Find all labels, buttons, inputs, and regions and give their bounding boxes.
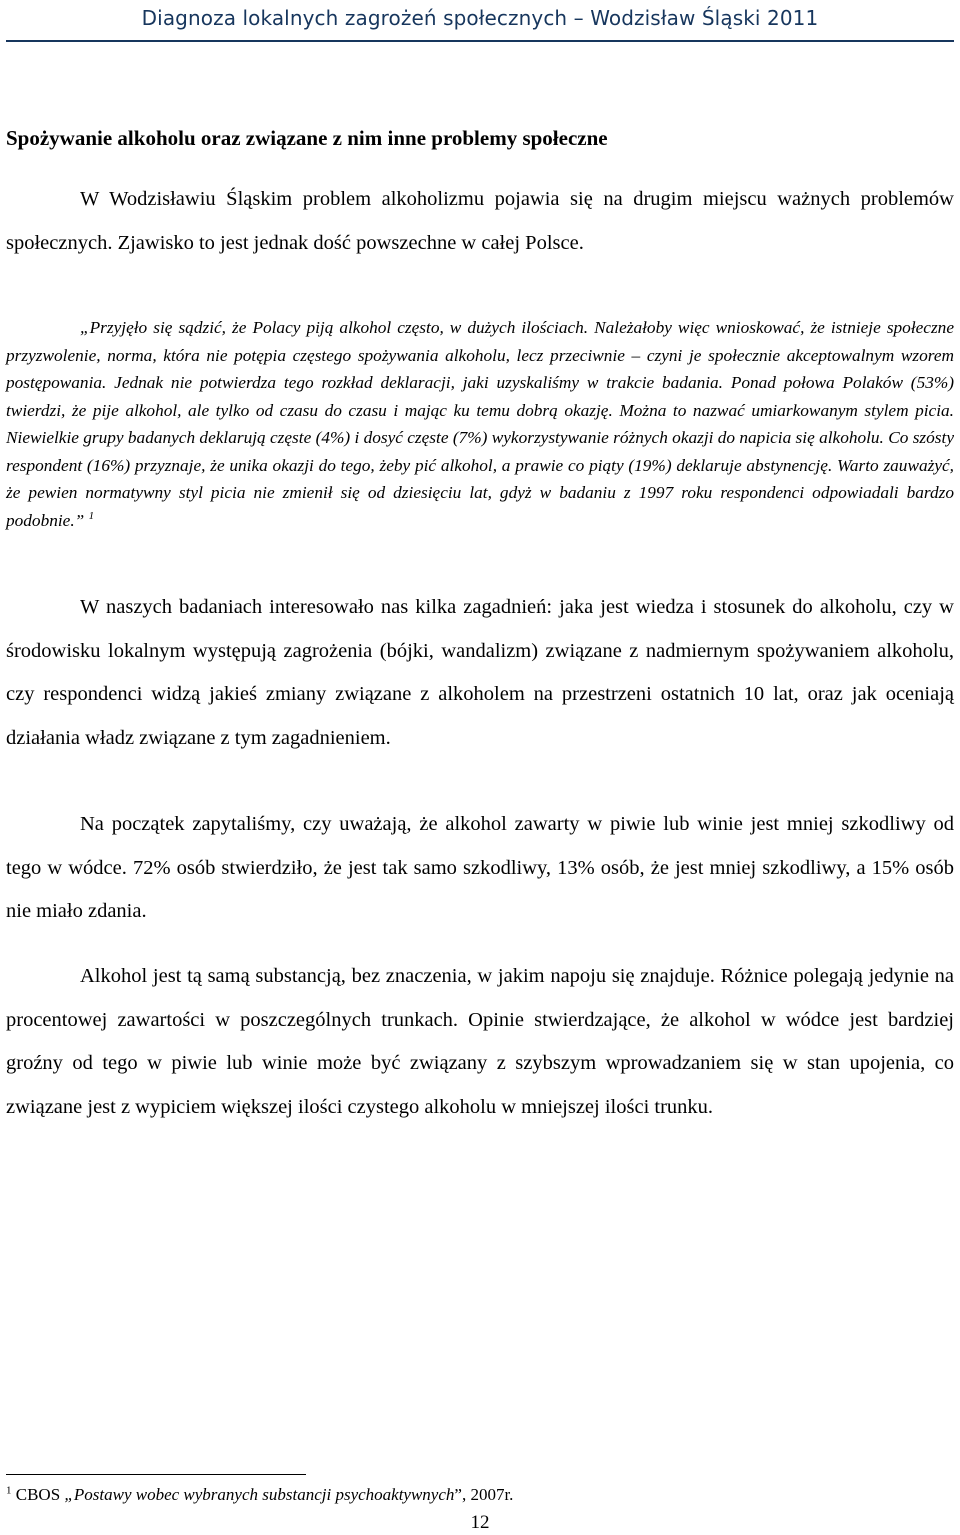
header-rule [6, 40, 954, 42]
section-heading: Spożywanie alkoholu oraz związane z nim inne problemy społeczne [6, 126, 608, 150]
footnote-prefix: CBOS [11, 1485, 65, 1504]
page-number: 12 [470, 1512, 490, 1533]
quote-block [6, 314, 954, 534]
paragraph-survey-result: Na początek zapytaliśmy, czy uważają, że alkohol zawarty w piwie lub winie jest mniej szkodliwy od tego w wódce. 72% osób stwierdziło, że jest tak samo szkodliwy, 13% osób, że jest mniej szkodliwy, a 15% osób nie miało zdania. [6, 813, 954, 922]
running-header: Diagnoza lokalnych zagrożeń społecznych – Wodzisław Śląski 2011 [141, 6, 819, 30]
paragraph-alcohol-substance: Alkohol jest tą samą substancją, bez znaczenia, w jakim napoju się znajduje. Różnice polegają jedynie na procentowej zawartości w poszczególnych trunkach. Opinie stwierdzające, że alkohol w wódce jest bardziej groźny od tego w piwie lub winie może być związany z szybszym wprowadzaniem się w stan upojenia, co związane jest z wypiciem większej ilości czystego alkoholu w mniejszej ilości trunku. [6, 965, 954, 1118]
footnote [6, 1484, 954, 1506]
footnote-marker: 1 [6, 1484, 12, 1497]
footnote-reference[interactable]: 1 [88, 509, 95, 522]
footnote-rule [6, 1474, 306, 1475]
paragraph-research-questions: W naszych badaniach interesowało nas kilka zagadnień: jaka jest wiedza i stosunek do alkoholu, czy w środowisku lokalnym występują zagrożenia (bójki, wandalizm) związane z nadmiernym spożywaniem alkoholu, czy respondenci widzą jakieś zmiany związane z alkoholem na przestrzeni ostatnich 10 lat, oraz jak oceniają działania władz związane z tym zagadnieniem. [6, 596, 954, 749]
footnote-source-title: „Postawy wobec wybranych substancji psychoaktywnych [64, 1485, 455, 1504]
quote-text: „Przyjęło się sądzić, że Polacy piją alkohol często, w dużych ilościach. Należałoby więc wnioskować, że istnieje społeczne przyzwolenie, norma, która nie potępia częstego spożywania alkoholu, lecz przeciwnie – czyni je społecznie akceptowalnym wzorem postępowania. Jednak nie potwierdza tego rozkład deklaracji, jaki uzyskaliśmy w trakcie badania. Ponad połowa Polaków (53%) twierdzi, że pije alkohol, ale tylko od czasu do czasu i mając ku temu dobrą okazję. Można to nazwać umiarkowanym stylem picia. Niewielkie grupy badanych deklarują częste (4%) i dosyć częste (7%) wykorzystywanie różnych okazji do napicia się alkoholu. Co szósty respondent (16%) przyznaje, że unika okazji do tego, żeby pić alkohol, a prawie co piąty (19%) deklaruje abstynencję. Warto zauważyć, że pewien normatywny styl picia nie zmienił się od dziesięciu lat, gdyż w badaniu z 1997 roku respondenci odpowiadali bardzo podobnie.” [6, 318, 954, 530]
paragraph-intro: W Wodzisławiu Śląskim problem alkoholizmu pojawia się na drugim miejscu ważnych problemów społecznych. Zjawisko to jest jednak dość powszechne w całej Polsce. [6, 188, 954, 254]
footnote-suffix: ”, 2007r. [454, 1485, 514, 1504]
